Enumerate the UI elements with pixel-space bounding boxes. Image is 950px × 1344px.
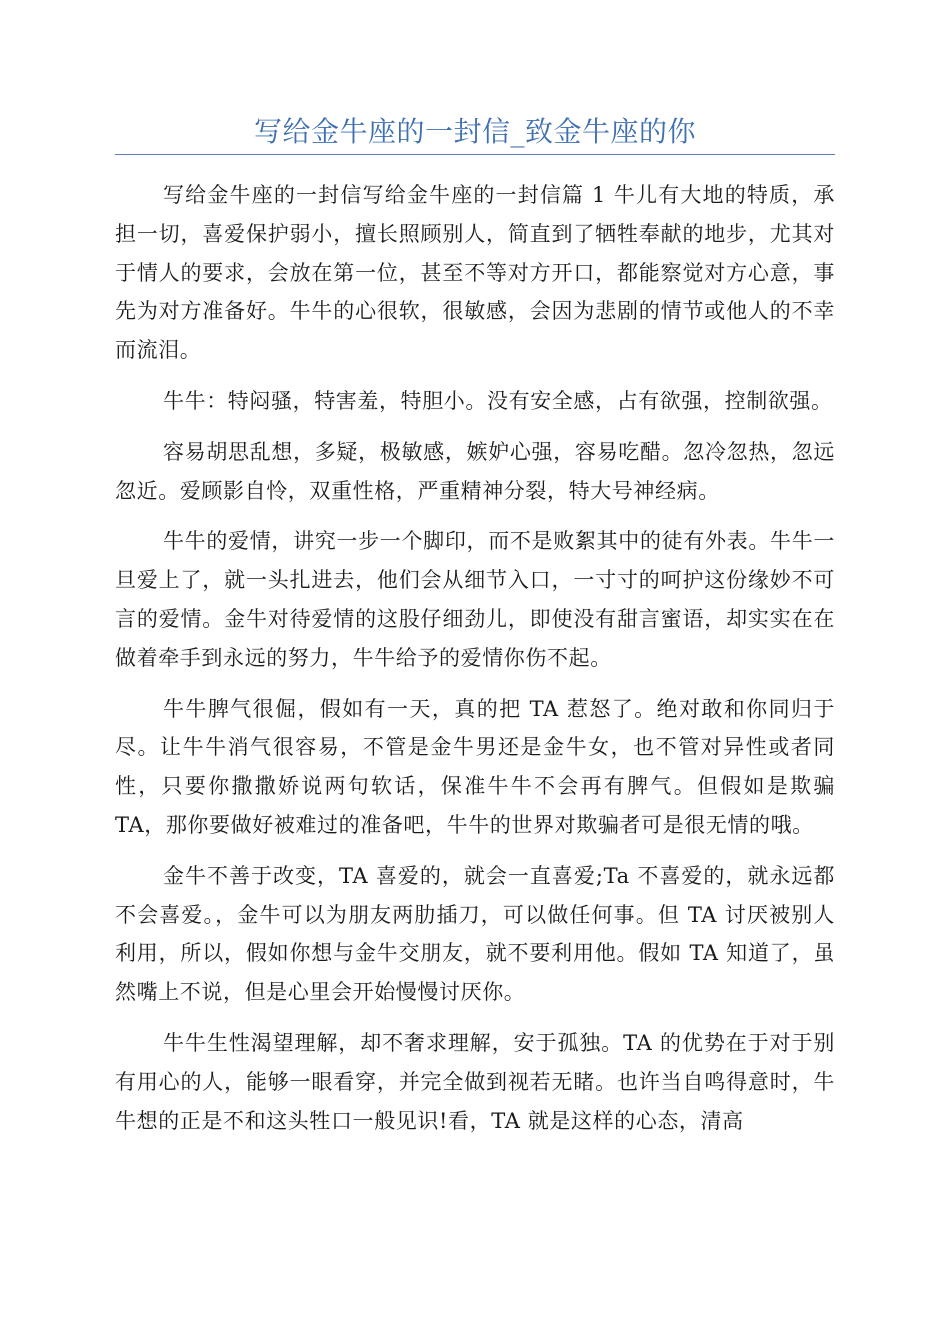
paragraph-6: 金牛不善于改变，TA 喜爱的，就会一直喜爱;Ta 不喜爱的，就永远都不会喜爱。，金牛可以为朋友两肋插刀，可以做任何事。但 TA 讨厌被别人利用，所以，假如你想与金牛交朋友，就不要利用他。假如 TA 知道了，虽然嘴上不说，但是心里会开始慢慢讨厌你。 [115,863,835,1005]
paragraph-5: 牛牛脾气很倔，假如有一天，真的把 TA 惹怒了。绝对敢和你同归于尽。让牛牛消气很容易，不管是金牛男还是金牛女，也不管对异性或者同性，只要你撒撒娇说两句软话，保准牛牛不会再有脾气。但假如是欺骗TA，那你要做好被难过的准备吧，牛牛的世界对欺骗者可是很无情的哦。 [115,696,835,837]
paragraph-3: 容易胡思乱想，多疑，极敏感，嫉妒心强，容易吃醋。忽冷忽热，忽远忽近。爱顾影自怜，双重性格，严重精神分裂，特大号神经病。 [115,439,835,503]
paragraph-2: 牛牛：特闷骚，特害羞，特胆小。没有安全感，占有欲强，控制欲强。 [163,388,833,413]
document-title: 写给金牛座的一封信_致金牛座的你 [253,115,696,148]
paragraph-1: 写给金牛座的一封信写给金牛座的一封信篇 1 牛儿有大地的特质，承担一切，喜爱保护弱小，擅长照顾别人，简直到了牺牲奉献的地步，尤其对于情人的要求，会放在第一位，甚至不等对方开口，都能察觉对方心意，事先为对方准备好。牛牛的心很软，很敏感，会因为悲剧的情节或他人的不幸而流泪。 [115,183,835,363]
paragraph-7: 牛牛生性渴望理解，却不奢求理解，安于孤独。TA 的优势在于对于别有用心的人，能够一眼看穿，并完全做到视若无睹。也许当自鸣得意时，牛牛想的正是不和这头牲口一般见识!看，TA 就是这样的心态，清高 [115,1030,835,1133]
paragraph-4: 牛牛的爱情，讲究一步一个脚印，而不是败絮其中的徒有外表。牛牛一旦爱上了，就一头扎进去，他们会从细节入口，一寸寸的呵护这份缘妙不可言的爱情。金牛对待爱情的这股仔细劲儿，即使没有甜言蜜语，却实实在在做着牵手到永远的努力，牛牛给予的爱情你伤不起。 [115,529,835,670]
title-underline [115,154,835,155]
document-body [115,176,835,1152]
